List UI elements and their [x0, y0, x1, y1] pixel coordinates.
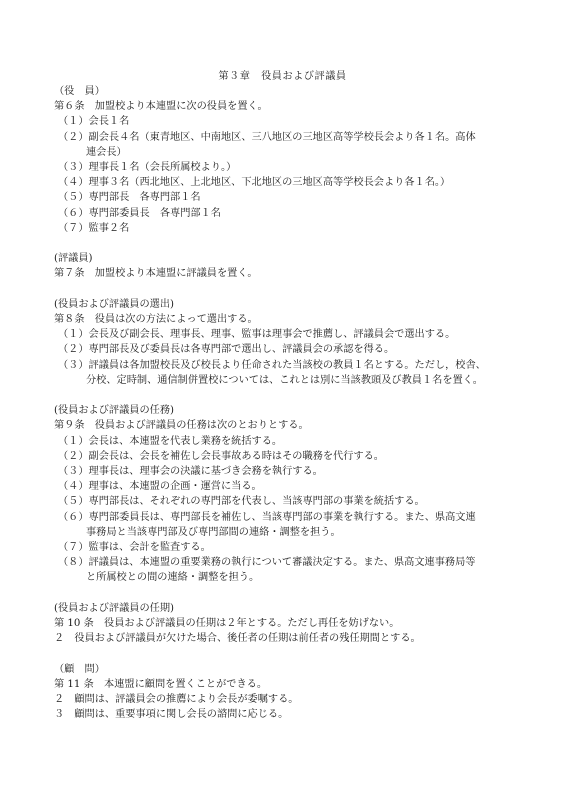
- list-item: [54, 358, 524, 388]
- list-item: （３）理事長は、理事会の決議に基づき会務を執行する。: [58, 466, 323, 478]
- list-item-text: （２）副会長４名（東青地区、中南地区、三八地区の三地区高等学校長会より各１名。高体: [58, 131, 476, 143]
- list-item-text: （８）評議員は、本連盟の重要業務の執行について審議決定する。また、県高文連事務局等: [58, 557, 476, 569]
- article-11: 第 11 条 本連盟に顧問を置くことができる。: [54, 678, 268, 690]
- chapter-title: 第３章 役員および評議員: [218, 71, 347, 82]
- section-heading-election: (役員および評議員の選出): [54, 298, 175, 310]
- article-10-paragraph-2: ２ 役員および評議員が欠けた場合、後任者の任期は前任者の残任期間とする。: [54, 633, 421, 645]
- article-6: 第６条 加盟校より本連盟に次の役員を置く。: [54, 101, 268, 113]
- list-item: （４）理事３名（西北地区、上北地区、下北地区の三地区高等学校長会より各１名。）: [58, 177, 451, 189]
- list-item: （３）理事長１名（会長所属校より。）: [58, 162, 237, 174]
- list-item-text: （３）評議員は各加盟校長及び校長より任命された当該校の教員１名とする。ただし，校舎、: [58, 359, 486, 371]
- article-10: 第 10 条 役員および評議員の任期は２年とする。ただし再任を妨げない。: [54, 618, 400, 630]
- section-heading-term: (役員および評議員の任期): [54, 602, 175, 614]
- list-item: （５）専門部長は、それぞれの専門部を代表し、当該専門部の事業を統括する。: [58, 496, 425, 508]
- article-8: 第８条 役員は次の方法によって選出する。: [54, 314, 258, 326]
- list-item: （５）専門部長 各専門部１名: [58, 192, 201, 204]
- list-item: （２）専門部長及び委員長は各専門部で選出し、評議員会の承認を得る。: [58, 344, 395, 356]
- list-item: （７）監事は、会計を監査する。: [58, 542, 211, 554]
- list-item: （２）副会長は、会長を補佐し会長事故ある時はその職務を代行する。: [58, 450, 384, 462]
- list-item-text: （６）専門部委員長は、専門部長を補佐し、当該専門部の事業を執行する。また、県高文連: [58, 511, 476, 523]
- list-item: [54, 510, 524, 540]
- list-item: （１）会長及び副会長、理事長、理事、監事は理事会で推薦し、評議員会で選出する。: [58, 329, 456, 341]
- section-heading-councilors: (評議員): [54, 253, 93, 265]
- article-11-paragraph-3: ３ 顧問は、重要事項に関し会長の諮問に応じる。: [54, 709, 289, 721]
- list-item-continuation: 事務局と当該専門部及び専門部間の連絡・調整を担う。: [86, 526, 341, 538]
- list-item-continuation: と所属校との間の連絡・調整を担う。: [86, 572, 260, 584]
- list-item-continuation: 連会長）: [86, 146, 127, 158]
- list-item-continuation: 分校、定時制、通信制併置校については、これとは別に当該教頭及び教員１名を置く。: [86, 374, 483, 386]
- list-item: （１）会長１名: [58, 116, 130, 128]
- section-heading-advisors: （顧 問）: [54, 663, 105, 675]
- section-heading-officers: （役 員）: [54, 86, 105, 97]
- list-item: （６）専門部委員長 各専門部１名: [58, 207, 221, 219]
- document-body: [54, 84, 524, 722]
- list-item: （４）理事は、本連盟の企画・運営に当る。: [58, 481, 262, 493]
- section-heading-duties: (役員および評議員の任務): [54, 405, 175, 417]
- list-item: [54, 555, 524, 585]
- article-11-paragraph-2: ２ 顧問は、評議員会の推薦により会長が委嘱する。: [54, 694, 299, 706]
- article-7: 第７条 加盟校より本連盟に評議員を置く。: [54, 268, 258, 280]
- list-item: （７）監事２名: [58, 222, 130, 234]
- article-9: 第９条 役員および評議員の任務は次のとおりとする。: [54, 420, 309, 432]
- list-item: [54, 130, 524, 160]
- list-item: （１）会長は、本連盟を代表し業務を統括する。: [58, 435, 283, 447]
